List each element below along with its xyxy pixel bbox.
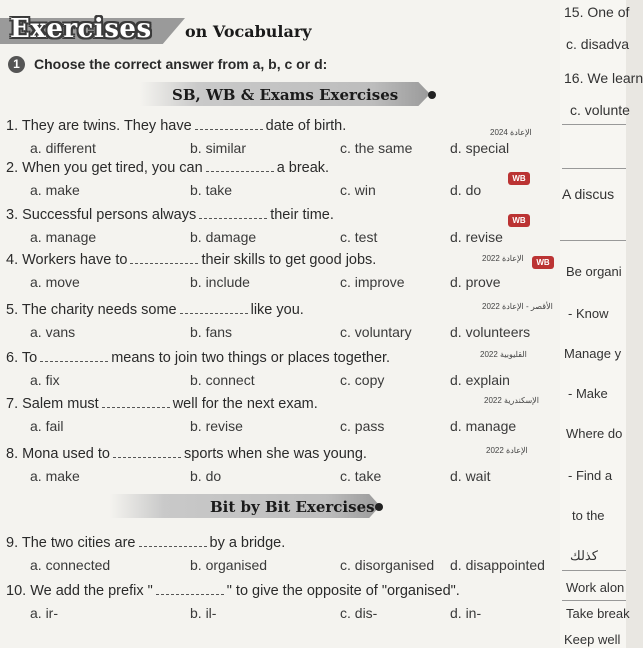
- question-number: 5.: [6, 302, 22, 318]
- answer-blank[interactable]: [40, 351, 108, 362]
- option-c[interactable]: c. copy: [340, 372, 385, 388]
- option-c[interactable]: c. test: [340, 229, 378, 245]
- answer-blank[interactable]: [113, 447, 181, 458]
- facing-page-fragment: c. disadva: [566, 36, 630, 52]
- question-text-end: their skills to get good jobs.: [201, 252, 377, 268]
- option-d[interactable]: d. explain: [450, 372, 510, 388]
- question-text-start: Mona used to: [22, 446, 110, 462]
- option-d[interactable]: d. manage: [450, 418, 517, 434]
- question-number: 9.: [6, 535, 22, 551]
- question-4: [6, 252, 376, 268]
- option-a[interactable]: a. different: [30, 140, 96, 156]
- facing-page-fragment: Keep well: [564, 632, 621, 647]
- section-banner-title: SB, WB & Exams Exercises: [172, 86, 399, 104]
- option-c[interactable]: c. pass: [340, 418, 385, 434]
- option-c[interactable]: c. improve: [340, 274, 405, 290]
- option-a[interactable]: a. vans: [30, 324, 76, 340]
- banner-dot-icon: [428, 91, 436, 99]
- question-number: 2.: [6, 160, 23, 176]
- question-number: 1.: [6, 118, 22, 134]
- page-title: Exercises: [10, 14, 152, 44]
- question-text-end: like you.: [250, 302, 304, 318]
- wb-badge: WB: [508, 172, 530, 185]
- option-a[interactable]: a. fix: [30, 372, 60, 388]
- option-b[interactable]: b. similar: [190, 140, 247, 156]
- question-number: 10.: [6, 583, 31, 599]
- option-d[interactable]: d. in-: [450, 605, 482, 621]
- option-a[interactable]: a. fail: [30, 418, 64, 434]
- exam-source-label: 2022 الإعادة: [486, 446, 528, 455]
- facing-page-fragment: A discus: [562, 186, 615, 202]
- ruled-line: [562, 570, 626, 571]
- facing-page: [560, 0, 643, 648]
- question-8: [6, 446, 367, 462]
- option-d[interactable]: d. volunteers: [450, 324, 531, 340]
- facing-page-fragment: - Make: [568, 386, 608, 401]
- option-b[interactable]: b. connect: [190, 372, 255, 388]
- question-text-start: When you get tired, you can: [22, 160, 203, 176]
- question-text-end: " to give the opposite of "organised".: [226, 583, 460, 599]
- facing-page-fragment: Work alon: [566, 580, 625, 595]
- question-6: [6, 350, 390, 366]
- answer-blank[interactable]: [180, 303, 248, 314]
- ruled-line: [562, 600, 626, 601]
- facing-page-fragment: Where do: [566, 426, 623, 441]
- answer-blank[interactable]: [206, 161, 274, 172]
- option-d[interactable]: d. special: [450, 140, 510, 156]
- option-a[interactable]: a. connected: [30, 557, 111, 573]
- answer-blank[interactable]: [156, 584, 224, 595]
- facing-page-fragment: Manage y: [564, 346, 622, 361]
- option-b[interactable]: b. take: [190, 182, 233, 198]
- question-text-end: sports when she was young.: [184, 446, 367, 462]
- question-2: [6, 160, 329, 176]
- facing-page-fragment: Be organi: [566, 264, 622, 279]
- exam-source-label: 2022 الإعادة: [482, 254, 524, 263]
- exam-source-label: 2022 الإسكندرية: [484, 396, 539, 405]
- question-5: [6, 302, 304, 318]
- question-text-start: Salem must: [22, 396, 99, 412]
- question-9: [6, 535, 285, 551]
- answer-blank[interactable]: [199, 208, 267, 219]
- section-banner-2-title: Bit by Bit Exercises: [210, 498, 375, 516]
- option-d[interactable]: d. revise: [450, 229, 503, 245]
- option-a[interactable]: a. move: [30, 274, 80, 290]
- question-text-end: a break.: [276, 160, 330, 176]
- facing-page-fragment: - Know: [568, 306, 609, 321]
- facing-page-fragment: 16. We learn: [564, 70, 643, 86]
- option-d[interactable]: d. wait: [450, 468, 491, 484]
- answer-blank[interactable]: [139, 536, 207, 547]
- question-text-end: means to join two things or places together.: [111, 350, 391, 366]
- option-a[interactable]: a. manage: [30, 229, 97, 245]
- facing-page-fragment: - Find a: [568, 468, 613, 483]
- option-b[interactable]: b. fans: [190, 324, 233, 340]
- question-number: 4.: [6, 252, 23, 268]
- ruled-line: [562, 124, 626, 125]
- question-text-start: The charity needs some: [21, 302, 177, 318]
- option-b[interactable]: b. il-: [190, 605, 217, 621]
- option-b[interactable]: b. include: [190, 274, 250, 290]
- question-3: [6, 207, 334, 223]
- exam-source-label: 2024 الإعادة: [490, 128, 532, 137]
- question-text-end: well for the next exam.: [172, 396, 318, 412]
- question-1: [6, 118, 346, 134]
- facing-page-fragment: c. volunte: [570, 102, 630, 118]
- option-b[interactable]: b. do: [190, 468, 222, 484]
- facing-page-fragment: 15. One of: [564, 4, 630, 20]
- facing-page-fragment: Take break: [566, 606, 630, 621]
- banner-2-dot-icon: [375, 503, 383, 511]
- question-text-start: We add the prefix ": [30, 583, 153, 599]
- ruled-line: [560, 240, 626, 241]
- option-d[interactable]: d. disappointed: [450, 557, 545, 573]
- question-number: 3.: [6, 207, 23, 223]
- wb-badge: WB: [508, 214, 530, 227]
- wb-badge: WB: [532, 256, 554, 269]
- question-text-start: They are twins. They have: [21, 118, 192, 134]
- question-text-start: Workers have to: [22, 252, 128, 268]
- question-number: 7.: [6, 396, 23, 412]
- question-number: 8.: [6, 446, 23, 462]
- option-a[interactable]: a. ir-: [30, 605, 58, 621]
- option-c[interactable]: c. disorganised: [340, 557, 435, 573]
- question-text-start: The two cities are: [21, 535, 136, 551]
- option-b[interactable]: b. organised: [190, 557, 268, 573]
- question-7: [6, 396, 318, 412]
- question-text-start: To: [21, 350, 38, 366]
- option-a[interactable]: a. make: [30, 468, 80, 484]
- option-c[interactable]: c. voluntary: [340, 324, 412, 340]
- section-number-badge: 1: [8, 56, 25, 73]
- question-number: 6.: [6, 350, 22, 366]
- ruled-line: [562, 168, 626, 169]
- option-c[interactable]: c. the same: [340, 140, 413, 156]
- option-d[interactable]: d. prove: [450, 274, 501, 290]
- exam-source-label: 2022 القليوبية: [480, 350, 527, 359]
- answer-blank[interactable]: [102, 397, 170, 408]
- page-subtitle: on Vocabulary: [185, 22, 312, 41]
- question-text-end: their time.: [270, 207, 334, 223]
- answer-blank[interactable]: [130, 253, 198, 264]
- question-text-start: Successful persons always: [22, 207, 197, 223]
- option-c[interactable]: c. take: [340, 468, 382, 484]
- option-a[interactable]: a. make: [30, 182, 80, 198]
- question-10: [6, 583, 460, 599]
- option-b[interactable]: b. damage: [190, 229, 257, 245]
- option-c[interactable]: c. dis-: [340, 605, 378, 621]
- instruction-text: Choose the correct answer from a, b, c or d:: [34, 56, 328, 72]
- question-text-end: date of birth.: [265, 118, 347, 134]
- facing-page-fragment: كذلك: [570, 548, 598, 563]
- exam-source-label: 2022 الأقصر - الإعادة: [482, 302, 553, 311]
- option-c[interactable]: c. win: [340, 182, 376, 198]
- option-b[interactable]: b. revise: [190, 418, 243, 434]
- option-d[interactable]: d. do: [450, 182, 482, 198]
- facing-page-fragment: to the: [572, 508, 605, 523]
- answer-blank[interactable]: [195, 119, 263, 130]
- question-text-end: by a bridge.: [209, 535, 286, 551]
